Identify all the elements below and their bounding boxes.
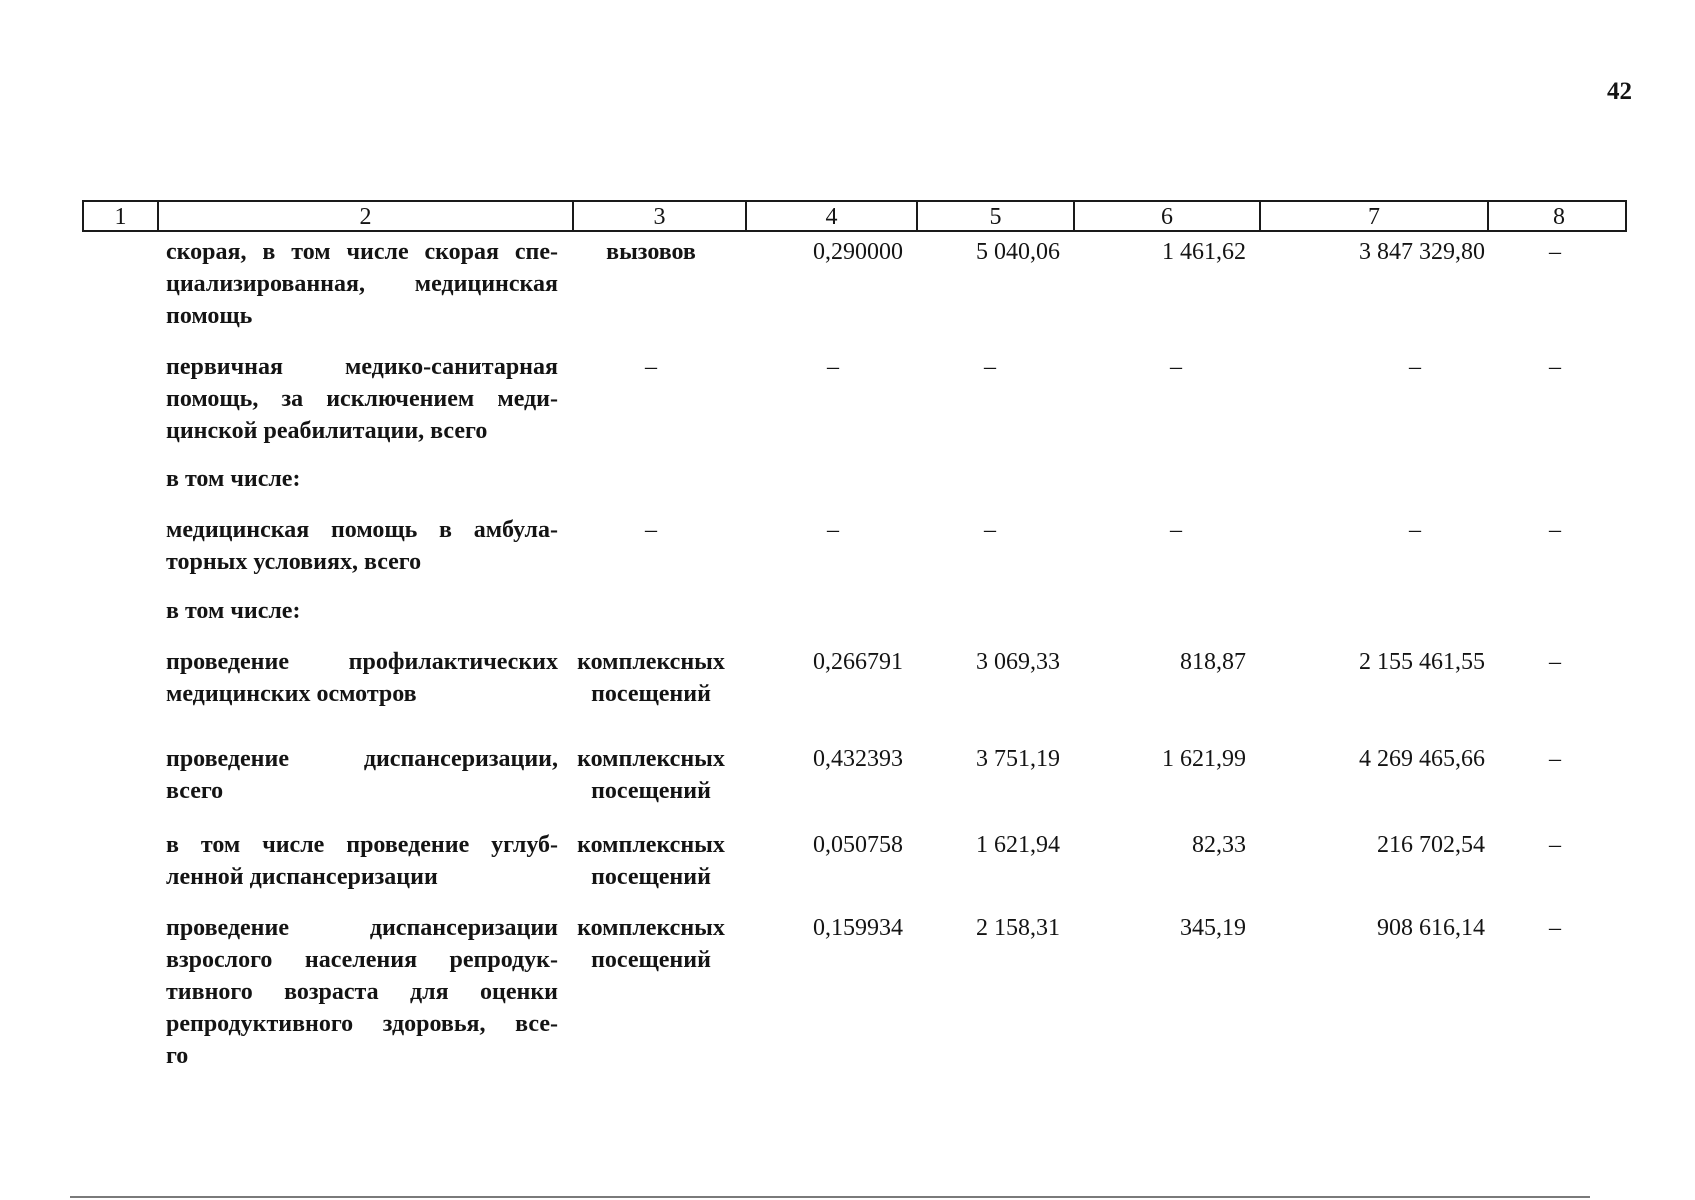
row-unit-line: посещений <box>591 947 711 973</box>
row-value-col7: 216 702,54 <box>1377 832 1485 858</box>
row-value-col5: – <box>984 517 996 543</box>
row-unit-line: посещений <box>591 864 711 890</box>
row-value-col4: – <box>827 517 839 543</box>
header-cell-1: 1 <box>114 204 127 230</box>
bottom-rule <box>70 1196 1590 1198</box>
row-description-line: в том числе проведение углуб- <box>166 832 558 858</box>
row-value-col8: – <box>1549 746 1561 772</box>
row-description-line: медицинская помощь в амбула- <box>166 517 558 543</box>
row-description-line: медицинских осмотров <box>166 681 417 707</box>
row-value-col8: – <box>1549 915 1561 941</box>
row-unit-line: комплексных <box>577 832 725 858</box>
page-number: 42 <box>1607 78 1632 105</box>
row-value-col4: 0,159934 <box>813 915 903 941</box>
row-value-col6: 345,19 <box>1180 915 1246 941</box>
header-cell-3: 3 <box>572 202 745 230</box>
row-value-col5: – <box>984 354 996 380</box>
row-value-col5: 5 040,06 <box>976 239 1060 265</box>
row-value-col4: 0,266791 <box>813 649 903 675</box>
row-description-line: взрослого населения репродук- <box>166 947 558 973</box>
row-value-col6: 82,33 <box>1192 832 1246 858</box>
row-description-line: в том числе: <box>166 598 301 624</box>
header-cell-8: 8 <box>1487 202 1629 230</box>
row-unit-line: комплексных <box>577 649 725 675</box>
row-description-line: проведение профилактических <box>166 649 558 675</box>
row-value-col8: – <box>1549 517 1561 543</box>
row-value-col5: 3 751,19 <box>976 746 1060 772</box>
row-description-line: помощь <box>166 303 253 329</box>
row-description-line: ленной диспансеризации <box>166 864 438 890</box>
row-value-col5: 2 158,31 <box>976 915 1060 941</box>
row-value-col7: 2 155 461,55 <box>1359 649 1485 675</box>
row-value-col6: 1 621,99 <box>1162 746 1246 772</box>
row-value-col7: 908 616,14 <box>1377 915 1485 941</box>
row-description-line: торных условиях, всего <box>166 549 422 575</box>
row-description-line: цинской реабилитации, всего <box>166 418 488 444</box>
row-description-line: репродуктивного здоровья, все- <box>166 1011 558 1037</box>
row-value-col6: – <box>1170 354 1182 380</box>
table-header-row <box>82 200 1627 232</box>
header-cell-2: 2 <box>157 202 572 230</box>
row-value-col4: 0,050758 <box>813 832 903 858</box>
header-cell-7: 7 <box>1259 202 1487 230</box>
row-value-col8: – <box>1549 832 1561 858</box>
row-unit-line: – <box>645 354 657 380</box>
row-unit-line: посещений <box>591 681 711 707</box>
row-unit-line: комплексных <box>577 746 725 772</box>
row-value-col6: 818,87 <box>1180 649 1246 675</box>
row-description-line: всего <box>166 778 224 804</box>
header-cell-6: 6 <box>1073 202 1259 230</box>
row-description-line: го <box>166 1043 189 1069</box>
row-value-col7: – <box>1409 354 1421 380</box>
row-description-line: в том числе: <box>166 466 301 492</box>
row-description-line: циализированная, медицинская <box>166 271 558 297</box>
row-value-col7: 4 269 465,66 <box>1359 746 1485 772</box>
row-value-col4: – <box>827 354 839 380</box>
row-description-line: скорая, в том числе скорая спе- <box>166 239 558 265</box>
row-value-col4: 0,290000 <box>813 239 903 265</box>
row-description-line: первичная медико-санитарная <box>166 354 558 380</box>
row-value-col8: – <box>1549 354 1561 380</box>
row-value-col5: 3 069,33 <box>976 649 1060 675</box>
row-unit-line: посещений <box>591 778 711 804</box>
row-unit-line: – <box>645 517 657 543</box>
header-cell-5: 5 <box>916 202 1073 230</box>
row-value-col6: – <box>1170 517 1182 543</box>
row-value-col6: 1 461,62 <box>1162 239 1246 265</box>
row-value-col8: – <box>1549 649 1561 675</box>
row-value-col4: 0,432393 <box>813 746 903 772</box>
row-description-line: проведение диспансеризации <box>166 915 558 941</box>
row-value-col7: 3 847 329,80 <box>1359 239 1485 265</box>
row-description-line: проведение диспансеризации, <box>166 746 558 772</box>
header-cell-4: 4 <box>745 202 916 230</box>
row-description-line: помощь, за исключением меди- <box>166 386 558 412</box>
row-value-col7: – <box>1409 517 1421 543</box>
row-unit-line: вызовов <box>606 239 696 265</box>
row-value-col5: 1 621,94 <box>976 832 1060 858</box>
row-description-line: тивного возраста для оценки <box>166 979 558 1005</box>
row-unit-line: комплексных <box>577 915 725 941</box>
row-value-col8: – <box>1549 239 1561 265</box>
